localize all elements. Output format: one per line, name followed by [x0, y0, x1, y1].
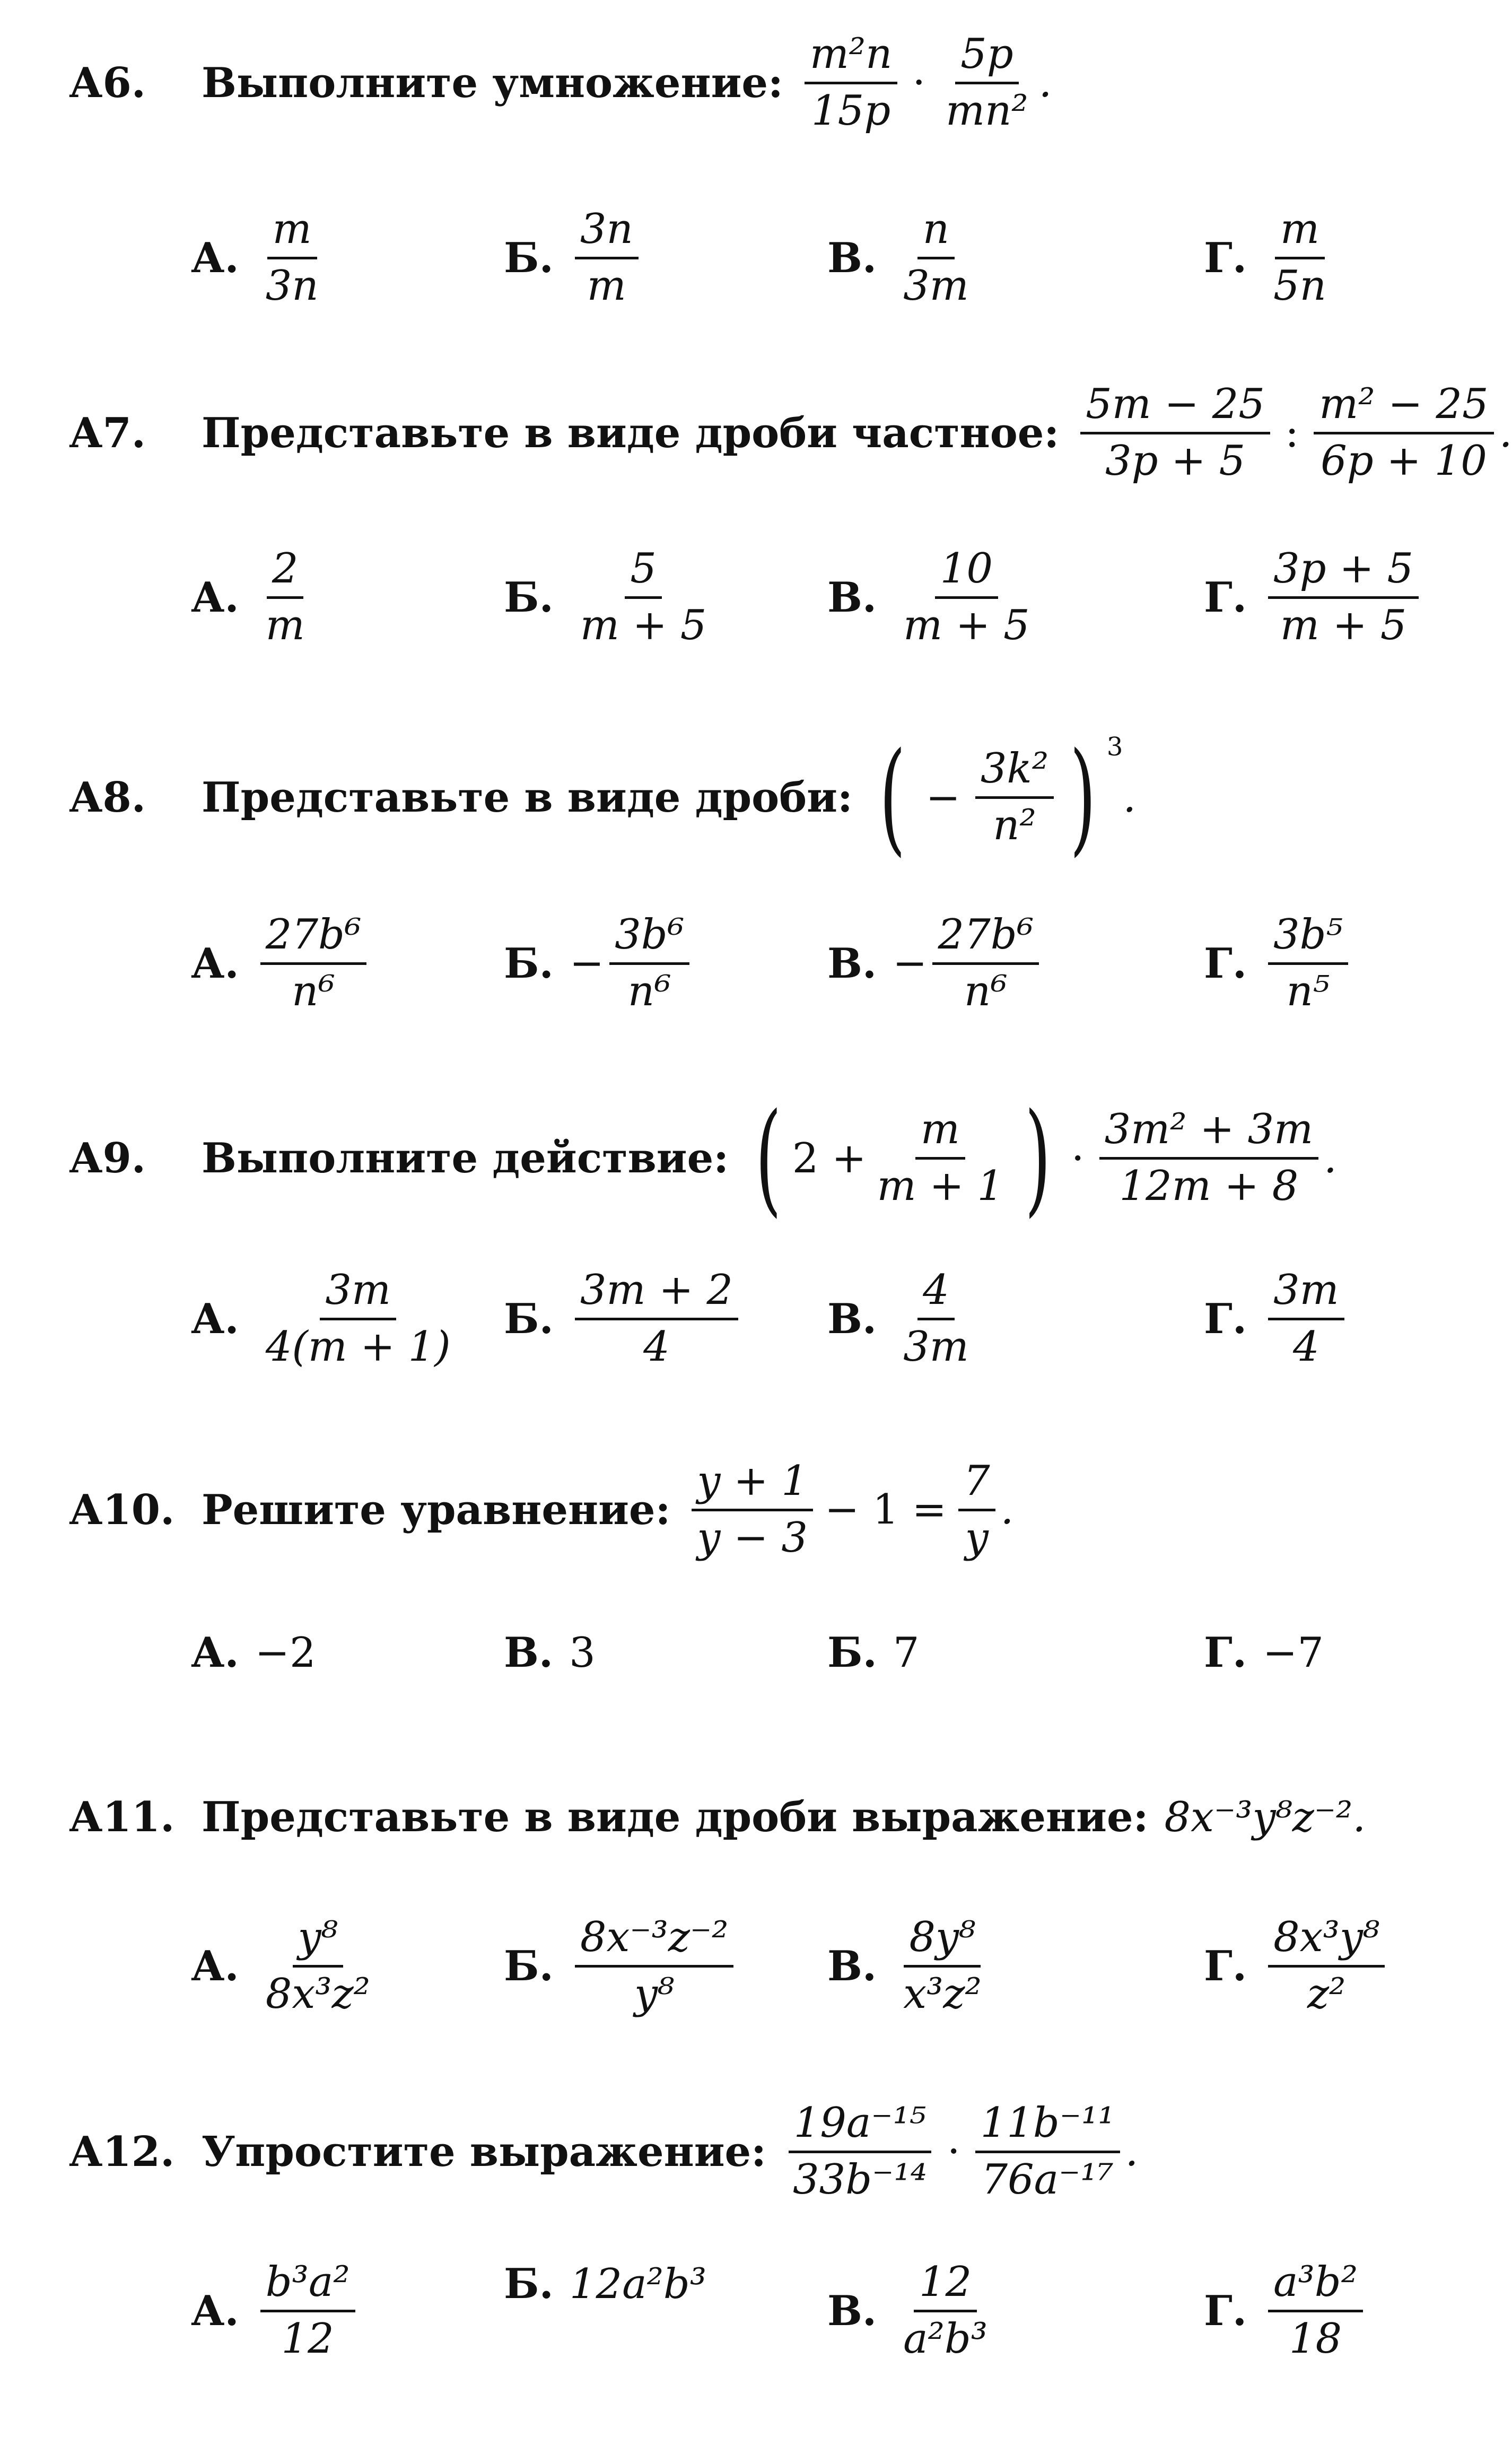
answer-option-b[interactable]: Б. 7 — [827, 1629, 920, 1677]
task-prompt: Выполните умножение: — [202, 58, 783, 107]
task-prompt: Представьте в виде дроби выражение: — [202, 1793, 1149, 1841]
task-expression: $\frac{y + 1}{y - 3}$ − 1 = $\frac{7}{y}$ . — [686, 1459, 1013, 1561]
answer-option-a[interactable]: А. $\frac{2}{m}$ — [191, 545, 305, 649]
answer-option-g[interactable]: Г. $\frac{3p + 5}{m + 5}$ — [1204, 546, 1424, 649]
answer-option-g[interactable]: Г. $\frac{m}{5n}$ — [1204, 205, 1326, 310]
answer-option-b[interactable]: Б. 12a²b³ — [504, 2260, 707, 2308]
task-expression: $\frac{\text{19a⁻¹⁵}}{\text{33b⁻¹⁴}}$ · $\frac{\text{11b⁻¹¹}}{\text{76a⁻¹⁷}}$ . — [782, 2101, 1138, 2203]
task-number: А9. — [69, 1134, 146, 1182]
task-number: А11. — [69, 1793, 175, 1841]
answer-option-g[interactable]: Г. $\frac{\text{3b⁵}}{\text{n⁵}}$ — [1204, 912, 1353, 1015]
answer-option-a[interactable]: А. $\frac{m}{3n}$ — [191, 205, 319, 310]
task-number: А12. — [69, 2127, 175, 2176]
answer-option-a[interactable]: А. $\frac{\text{b³a²}}{12}$ — [191, 2260, 361, 2362]
task-prompt: Решите уравнение: — [202, 1485, 671, 1534]
answer-option-v[interactable]: В. $\frac{12}{\text{a²b³}}$ — [827, 2258, 988, 2363]
task-number: А8. — [69, 773, 146, 822]
task-prompt: Представьте в виде дроби: — [202, 773, 853, 822]
answer-option-b[interactable]: Б. $\frac{5}{m + 5}$ — [504, 545, 707, 649]
answer-option-b[interactable]: Б. $\frac{3m + 2}{4}$ — [504, 1268, 744, 1370]
answer-option-v[interactable]: В. $\frac{n}{3m}$ — [827, 205, 969, 310]
answer-option-v[interactable]: В. $\frac{10}{m + 5}$ — [827, 545, 1030, 649]
task-number: А6. — [69, 58, 146, 107]
answer-option-v[interactable]: В. $\frac{4}{3m}$ — [827, 1266, 969, 1371]
answer-option-g[interactable]: Г. $\frac{\text{a³b²}}{18}$ — [1204, 2260, 1368, 2362]
answer-option-v[interactable]: В. 3 — [504, 1629, 596, 1677]
task-number: А7. — [69, 408, 146, 457]
answer-option-b[interactable]: Б. − $\frac{\text{3b⁶}}{\text{n⁶}}$ — [504, 912, 695, 1015]
task-prompt: Упростите выражение: — [202, 2127, 766, 2176]
answer-option-v[interactable]: В. $\frac{\text{8y⁸}}{\text{x³z²}}$ — [827, 1913, 982, 2018]
task-expression: $\frac{5m - 25}{3p + 5}$ : $\frac{\text{m² − 25}}{6p + 10}$ . — [1075, 382, 1512, 484]
fraction: $\frac{\text{m²n}}{15p}$ — [805, 32, 897, 134]
answer-option-a[interactable]: А. $\frac{\text{27b⁶}}{\text{n⁶}}$ — [191, 912, 372, 1015]
answer-option-g[interactable]: Г. $\frac{3m}{4}$ — [1204, 1268, 1350, 1370]
answer-option-g[interactable]: Г. −7 — [1204, 1629, 1324, 1677]
answer-option-g[interactable]: Г. $\frac{\text{8x³y⁸}}{\text{z²}}$ — [1204, 1915, 1390, 2017]
task-number: А10. — [69, 1485, 175, 1534]
task-expression: ( − $\frac{\text{3k²}}{\text{n²}}$ ) 3 . — [879, 727, 1137, 868]
answer-option-a[interactable]: А. −2 — [191, 1629, 316, 1677]
answer-option-a[interactable]: А. $\frac{3m}{4(m + 1)}$ — [191, 1266, 451, 1371]
answer-option-b[interactable]: Б. $\frac{\text{8x⁻³z⁻²}}{\text{y⁸}}$ — [504, 1915, 739, 2017]
task-prompt: Представьте в виде дроби частное: — [202, 408, 1060, 457]
answer-option-a[interactable]: А. $\frac{\text{y⁸}}{\text{8x³z²}}$ — [191, 1913, 370, 2018]
answer-option-b[interactable]: Б. $\frac{3n}{m}$ — [504, 207, 644, 309]
fraction: $\frac{5p}{\text{mn²}}$ — [946, 30, 1028, 135]
answer-option-v[interactable]: В. − $\frac{\text{27b⁶}}{\text{n⁶}}$ — [827, 912, 1044, 1015]
task-expression: 8x⁻³y⁸z⁻² . — [1164, 1793, 1366, 1841]
task-expression: ( 2 + $\frac{m}{m + 1}$ ) · $\frac{\text{3m² + 3m}}{12m + 8}$ . — [755, 1087, 1337, 1229]
task-expression: $\frac{\text{m²n}}{15p}$ · $\frac{5p}{\text{mn²}}$ . — [799, 32, 1052, 134]
task-prompt: Выполните действие: — [202, 1134, 729, 1182]
